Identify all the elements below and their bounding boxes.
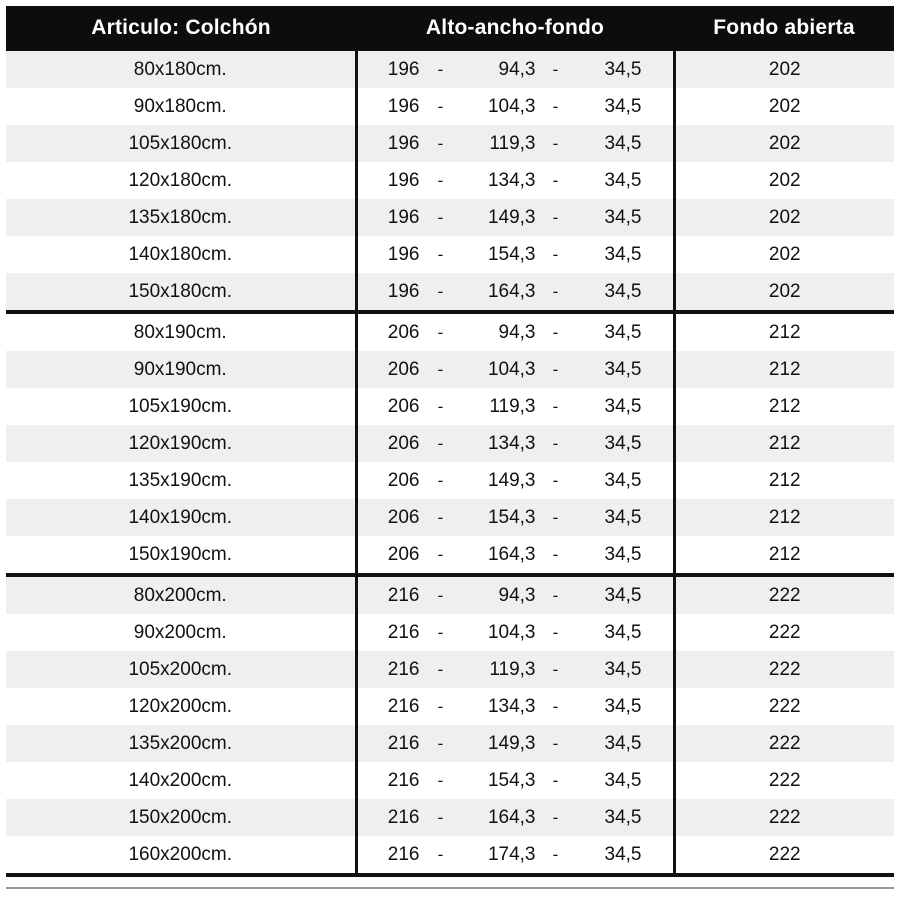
dimension-separator: -: [437, 696, 444, 716]
table-row: [6, 651, 894, 688]
dimension-group: [358, 53, 673, 87]
table-header-row: [6, 6, 894, 51]
dimension-separator: -: [552, 396, 559, 416]
dimension-separator: -: [437, 170, 444, 190]
dimension-separator: -: [552, 244, 559, 264]
value-ancho: 149,3: [487, 732, 536, 754]
value-ancho: 164,3: [487, 806, 536, 828]
value-alto: 196: [387, 169, 420, 191]
dimension-separator: -: [552, 844, 559, 864]
dimension-separator: -: [437, 96, 444, 116]
table-row: [6, 312, 894, 351]
value-ancho: 154,3: [487, 506, 536, 528]
dimension-separator: -: [552, 170, 559, 190]
dimension-separator: -: [552, 59, 559, 79]
value-alto: 216: [387, 806, 420, 828]
dimension-separator: -: [552, 207, 559, 227]
value-fondo: 34,5: [604, 621, 642, 643]
dimension-group: [358, 164, 673, 198]
mattress-dimensions-table: [6, 6, 894, 889]
dimension-group: [358, 127, 673, 161]
value-alto: 196: [387, 95, 420, 117]
value-ancho: 104,3: [487, 621, 536, 643]
table-row: [6, 836, 894, 875]
cell-dimensiones: [356, 51, 674, 88]
value-fondo: 34,5: [604, 732, 642, 754]
value-alto: 206: [387, 321, 420, 343]
cell-dimensiones: [356, 388, 674, 425]
dimension-separator: -: [552, 359, 559, 379]
value-alto: 206: [387, 395, 420, 417]
value-fondo: 34,5: [604, 584, 642, 606]
cell-dimensiones: [356, 799, 674, 836]
cell-dimensiones: [356, 651, 674, 688]
cell-fondo-abierta: 222: [674, 614, 894, 651]
cell-articulo: 90x180cm.: [6, 88, 356, 125]
cell-dimensiones: [356, 836, 674, 875]
cell-dimensiones: [356, 273, 674, 312]
value-fondo: 34,5: [604, 506, 642, 528]
value-alto: 206: [387, 543, 420, 565]
value-fondo: 34,5: [604, 358, 642, 380]
value-ancho: 149,3: [487, 206, 536, 228]
dimension-group: [358, 764, 673, 798]
dimension-separator: -: [437, 807, 444, 827]
cell-fondo-abierta: 212: [674, 351, 894, 388]
cell-dimensiones: [356, 199, 674, 236]
value-alto: 196: [387, 58, 420, 80]
table-row: [6, 688, 894, 725]
cell-fondo-abierta: 212: [674, 388, 894, 425]
dimension-separator: -: [552, 733, 559, 753]
table-row: [6, 88, 894, 125]
dimension-separator: -: [437, 244, 444, 264]
table-row: [6, 499, 894, 536]
cell-fondo-abierta: 202: [674, 199, 894, 236]
value-alto: 216: [387, 621, 420, 643]
dimension-separator: -: [552, 544, 559, 564]
table-row: [6, 199, 894, 236]
cell-articulo: 120x200cm.: [6, 688, 356, 725]
cell-articulo: 135x190cm.: [6, 462, 356, 499]
value-alto: 196: [387, 243, 420, 265]
column-header-articulo: Articulo: Colchón: [6, 6, 356, 51]
cell-dimensiones: [356, 351, 674, 388]
cell-dimensiones: [356, 125, 674, 162]
dimension-separator: -: [437, 733, 444, 753]
dimension-separator: -: [437, 844, 444, 864]
value-fondo: 34,5: [604, 206, 642, 228]
value-ancho: 104,3: [487, 358, 536, 380]
cell-articulo: 105x200cm.: [6, 651, 356, 688]
cell-fondo-abierta: 202: [674, 236, 894, 273]
value-ancho: 164,3: [487, 280, 536, 302]
cell-fondo-abierta: 202: [674, 51, 894, 88]
cell-dimensiones: [356, 312, 674, 351]
table-row: [6, 762, 894, 799]
cell-dimensiones: [356, 725, 674, 762]
cell-fondo-abierta: 222: [674, 651, 894, 688]
cell-fondo-abierta: 222: [674, 575, 894, 614]
cell-dimensiones: [356, 762, 674, 799]
cell-fondo-abierta: 212: [674, 499, 894, 536]
column-header-dimensiones: Alto-ancho-fondo: [356, 6, 674, 51]
dimension-group: [358, 727, 673, 761]
dimension-group: [358, 238, 673, 272]
cell-dimensiones: [356, 236, 674, 273]
dimension-group: [358, 464, 673, 498]
value-fondo: 34,5: [604, 243, 642, 265]
value-fondo: 34,5: [604, 280, 642, 302]
value-fondo: 34,5: [604, 132, 642, 154]
value-alto: 206: [387, 358, 420, 380]
cell-dimensiones: [356, 462, 674, 499]
dimension-separator: -: [437, 207, 444, 227]
cell-fondo-abierta: 212: [674, 462, 894, 499]
dimension-group: [358, 690, 673, 724]
dimension-separator: -: [552, 96, 559, 116]
cell-fondo-abierta: 212: [674, 536, 894, 575]
dimension-group: [358, 616, 673, 650]
cell-articulo: 105x180cm.: [6, 125, 356, 162]
dimension-group: [358, 275, 673, 309]
value-alto: 196: [387, 206, 420, 228]
dimension-group: [358, 501, 673, 535]
value-alto: 216: [387, 695, 420, 717]
cell-fondo-abierta: 212: [674, 425, 894, 462]
cell-articulo: 80x180cm.: [6, 51, 356, 88]
cell-articulo: 140x190cm.: [6, 499, 356, 536]
value-fondo: 34,5: [604, 658, 642, 680]
value-ancho: 94,3: [498, 58, 536, 80]
table-row: [6, 614, 894, 651]
cell-dimensiones: [356, 536, 674, 575]
cell-articulo: 140x200cm.: [6, 762, 356, 799]
dimension-separator: -: [552, 770, 559, 790]
cell-fondo-abierta: 202: [674, 273, 894, 312]
table-row: [6, 388, 894, 425]
value-alto: 216: [387, 658, 420, 680]
table-row: [6, 273, 894, 312]
cell-dimensiones: [356, 425, 674, 462]
cell-fondo-abierta: 202: [674, 162, 894, 199]
dimension-separator: -: [437, 433, 444, 453]
cell-fondo-abierta: 202: [674, 125, 894, 162]
value-ancho: 104,3: [487, 95, 536, 117]
column-header-fondo-abierta: Fondo abierta: [674, 6, 894, 51]
dimension-group: [358, 90, 673, 124]
dimension-group: [358, 653, 673, 687]
table-row: [6, 125, 894, 162]
dimension-separator: -: [552, 507, 559, 527]
cell-fondo-abierta: 222: [674, 762, 894, 799]
cell-articulo: 140x180cm.: [6, 236, 356, 273]
value-fondo: 34,5: [604, 843, 642, 865]
dimension-separator: -: [437, 659, 444, 679]
dimension-group: [358, 316, 673, 350]
dimension-separator: -: [552, 133, 559, 153]
value-ancho: 149,3: [487, 469, 536, 491]
cell-articulo: 150x200cm.: [6, 799, 356, 836]
dimension-separator: -: [552, 696, 559, 716]
cell-fondo-abierta: 222: [674, 688, 894, 725]
cell-articulo: 90x190cm.: [6, 351, 356, 388]
table-row: [6, 236, 894, 273]
dimension-separator: -: [437, 770, 444, 790]
cell-dimensiones: [356, 499, 674, 536]
dimension-separator: -: [552, 807, 559, 827]
dimension-group: [358, 801, 673, 835]
value-ancho: 119,3: [489, 395, 536, 417]
table-footer-row: [6, 875, 894, 888]
value-fondo: 34,5: [604, 806, 642, 828]
dimension-separator: -: [552, 322, 559, 342]
value-ancho: 94,3: [498, 584, 536, 606]
cell-fondo-abierta: 222: [674, 799, 894, 836]
cell-articulo: 80x200cm.: [6, 575, 356, 614]
dimension-group: [358, 201, 673, 235]
table-row: [6, 799, 894, 836]
dimension-separator: -: [437, 544, 444, 564]
value-alto: 206: [387, 432, 420, 454]
dimension-separator: -: [437, 585, 444, 605]
cell-fondo-abierta: 222: [674, 836, 894, 875]
value-alto: 216: [387, 769, 420, 791]
dimension-separator: -: [437, 133, 444, 153]
dimension-separator: -: [437, 470, 444, 490]
value-alto: 196: [387, 132, 420, 154]
dimension-separator: -: [437, 396, 444, 416]
cell-dimensiones: [356, 575, 674, 614]
footer-rule: [6, 875, 894, 888]
value-fondo: 34,5: [604, 169, 642, 191]
cell-dimensiones: [356, 614, 674, 651]
dimension-separator: -: [552, 281, 559, 301]
cell-articulo: 90x200cm.: [6, 614, 356, 651]
dimension-separator: -: [437, 322, 444, 342]
value-fondo: 34,5: [604, 695, 642, 717]
value-alto: 196: [387, 280, 420, 302]
table-row: [6, 351, 894, 388]
table-row: [6, 162, 894, 199]
value-ancho: 134,3: [487, 432, 536, 454]
value-fondo: 34,5: [604, 432, 642, 454]
cell-fondo-abierta: 222: [674, 725, 894, 762]
dimension-group: [358, 390, 673, 424]
value-ancho: 134,3: [487, 695, 536, 717]
table-row: [6, 575, 894, 614]
value-ancho: 119,3: [489, 658, 536, 680]
cell-articulo: 80x190cm.: [6, 312, 356, 351]
value-fondo: 34,5: [604, 321, 642, 343]
dimension-group: [358, 538, 673, 572]
table-row: [6, 725, 894, 762]
dimension-separator: -: [437, 622, 444, 642]
dimension-separator: -: [437, 359, 444, 379]
dimension-group: [358, 427, 673, 461]
cell-dimensiones: [356, 88, 674, 125]
value-fondo: 34,5: [604, 469, 642, 491]
cell-articulo: 120x180cm.: [6, 162, 356, 199]
dimension-group: [358, 838, 673, 872]
cell-dimensiones: [356, 162, 674, 199]
value-alto: 216: [387, 584, 420, 606]
table-row: [6, 51, 894, 88]
cell-dimensiones: [356, 688, 674, 725]
cell-articulo: 135x180cm.: [6, 199, 356, 236]
value-fondo: 34,5: [604, 95, 642, 117]
cell-articulo: 135x200cm.: [6, 725, 356, 762]
table-header: [6, 6, 894, 51]
dimension-separator: -: [552, 433, 559, 453]
cell-articulo: 150x190cm.: [6, 536, 356, 575]
value-ancho: 174,3: [487, 843, 536, 865]
value-ancho: 154,3: [487, 243, 536, 265]
dimension-separator: -: [437, 281, 444, 301]
cell-articulo: 120x190cm.: [6, 425, 356, 462]
cell-articulo: 150x180cm.: [6, 273, 356, 312]
table-row: [6, 462, 894, 499]
dimension-separator: -: [552, 622, 559, 642]
dimension-separator: -: [437, 507, 444, 527]
table-body: [6, 51, 894, 875]
dimension-separator: -: [552, 585, 559, 605]
dimension-group: [358, 579, 673, 613]
table-row: [6, 425, 894, 462]
value-fondo: 34,5: [604, 769, 642, 791]
value-alto: 206: [387, 469, 420, 491]
value-ancho: 164,3: [487, 543, 536, 565]
cell-fondo-abierta: 202: [674, 88, 894, 125]
value-fondo: 34,5: [604, 395, 642, 417]
table-row: [6, 536, 894, 575]
table-footer: [6, 875, 894, 888]
value-alto: 206: [387, 506, 420, 528]
value-fondo: 34,5: [604, 58, 642, 80]
value-alto: 216: [387, 732, 420, 754]
dimension-separator: -: [552, 470, 559, 490]
dimension-group: [358, 353, 673, 387]
value-fondo: 34,5: [604, 543, 642, 565]
value-ancho: 119,3: [489, 132, 536, 154]
cell-articulo: 160x200cm.: [6, 836, 356, 875]
value-alto: 216: [387, 843, 420, 865]
cell-articulo: 105x190cm.: [6, 388, 356, 425]
dimension-separator: -: [552, 659, 559, 679]
value-ancho: 154,3: [487, 769, 536, 791]
value-ancho: 134,3: [487, 169, 536, 191]
dimension-separator: -: [437, 59, 444, 79]
cell-fondo-abierta: 212: [674, 312, 894, 351]
value-ancho: 94,3: [498, 321, 536, 343]
